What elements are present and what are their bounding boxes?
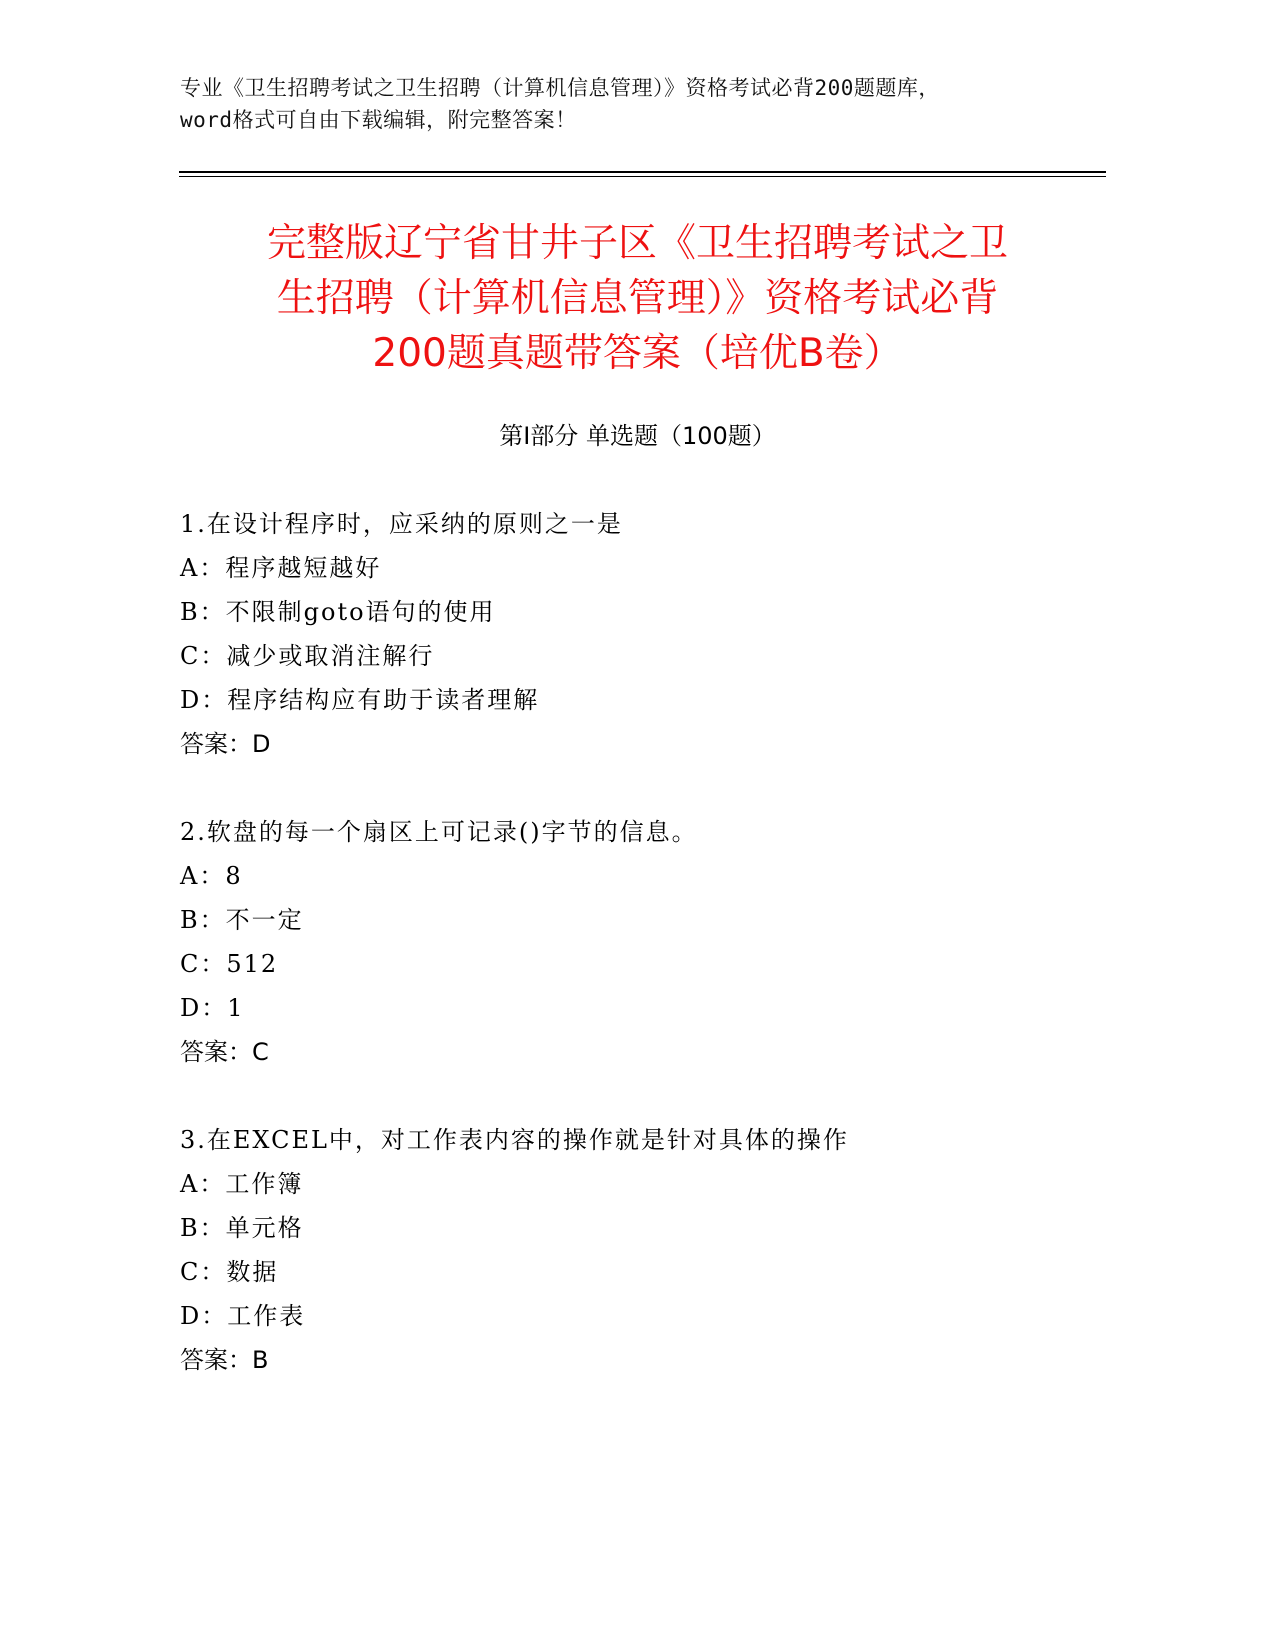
option-b: B：不一定 (180, 906, 304, 934)
answer-text: 答案：B (180, 1346, 269, 1374)
question-stem: 3.在EXCEL中，对工作表内容的操作就是针对具体的操作 (180, 1126, 849, 1154)
question-stem: 2.软盘的每一个扇区上可记录()字节的信息。 (180, 818, 698, 846)
document-header (180, 72, 1100, 136)
option-d: D：程序结构应有助于读者理解 (180, 686, 540, 714)
question-item (180, 1118, 1100, 1382)
option-a: A：程序越短越好 (180, 554, 382, 582)
header-line-1: 专业《卫生招聘考试之卫生招聘（计算机信息管理）》资格考试必背200题题库， (180, 76, 940, 100)
title-line-2: 生招聘（计算机信息管理）》资格考试必背 (276, 276, 999, 321)
option-a: A：8 (180, 862, 243, 890)
section-heading: 第Ⅰ部分 单选题（100题） (499, 422, 776, 450)
title-line-1: 完整版辽宁省甘井子区《卫生招聘考试之卫 (266, 221, 1008, 266)
question-list (180, 502, 1100, 1426)
question-item (180, 502, 1100, 766)
answer-text: 答案：D (180, 730, 271, 758)
header-divider-thin (179, 176, 1106, 177)
option-b: B：单元格 (180, 1214, 304, 1242)
header-line-2: word格式可自由下载编辑，附完整答案！ (180, 108, 577, 132)
header-divider-thick (179, 171, 1106, 173)
option-c: C：512 (180, 950, 279, 978)
option-c: C：数据 (180, 1258, 279, 1286)
title-line-3: 200题真题带答案（培优B卷） (372, 331, 903, 376)
option-b: B：不限制goto语句的使用 (180, 598, 496, 626)
answer-text: 答案：C (180, 1038, 269, 1066)
option-d: D：1 (180, 994, 245, 1022)
question-stem: 1.在设计程序时，应采纳的原则之一是 (180, 510, 623, 538)
document-title (180, 216, 1095, 381)
question-item (180, 810, 1100, 1074)
option-d: D：工作表 (180, 1302, 306, 1330)
option-a: A：工作簿 (180, 1170, 304, 1198)
option-c: C：减少或取消注解行 (180, 642, 435, 670)
